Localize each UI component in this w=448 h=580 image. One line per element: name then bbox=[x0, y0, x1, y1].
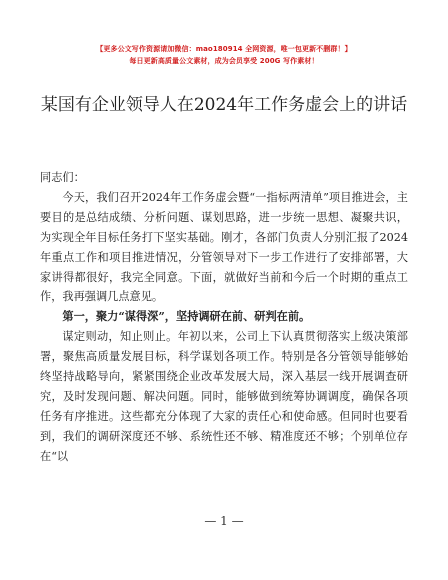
promo-line-1: 【更多公文写作资源请加微信：mao180914 全网资源，唯一包更新不删群！】 bbox=[96, 45, 352, 53]
document-body bbox=[40, 168, 408, 467]
promo-line-2: 每日更新高质量公文素材，成为会员享受 200G 写作素材！ bbox=[129, 57, 319, 65]
document-title: 某国有企业领导人在2024年工作务虚会上的讲话 bbox=[40, 95, 408, 115]
greeting: 同志们： bbox=[40, 171, 85, 184]
paragraph-intro: 今天，我们召开2024年工作务虚会暨“一指标两清单”项目推进会，主要目的是总结成绩、分析问题、谋划思路，进一步统一思想、凝聚共识，为实现全年目标任务打下坚实基础。刚才，各部门负责人分别汇报了2024年重点工作和项目推进情况，分管领导对下一步工作进行了安排部署，大家讲得都很好，我完全同意。下面，就做好当前和今后一个时期的重点工作，我再强调几点意见。 bbox=[40, 190, 408, 304]
page-number: — 1 — bbox=[204, 514, 244, 528]
promo-banner bbox=[0, 43, 448, 67]
paragraph-section-1: 谋定则动，知止则止。年初以来，公司上下认真贯彻落实上级决策部署，聚焦高质量发展目标，科学谋划各项工作。特别是各分管领导能够始终坚持战略导向，紧紧围绕企业改革发展大局，深入基层一线开展调查研究，及时发现问题、解决问题。同时，能够做到统筹协调调度，确保各项任务有序推进。这些都充分体现了大家的责任心和使命感。但同时也要看到，我们的调研深度还不够、系统性还不够、精准度还不够；个别单位存在“以 bbox=[40, 330, 408, 463]
section-heading: 第一，聚力“谋得深”，坚持调研在前、研判在前。 bbox=[62, 309, 311, 324]
